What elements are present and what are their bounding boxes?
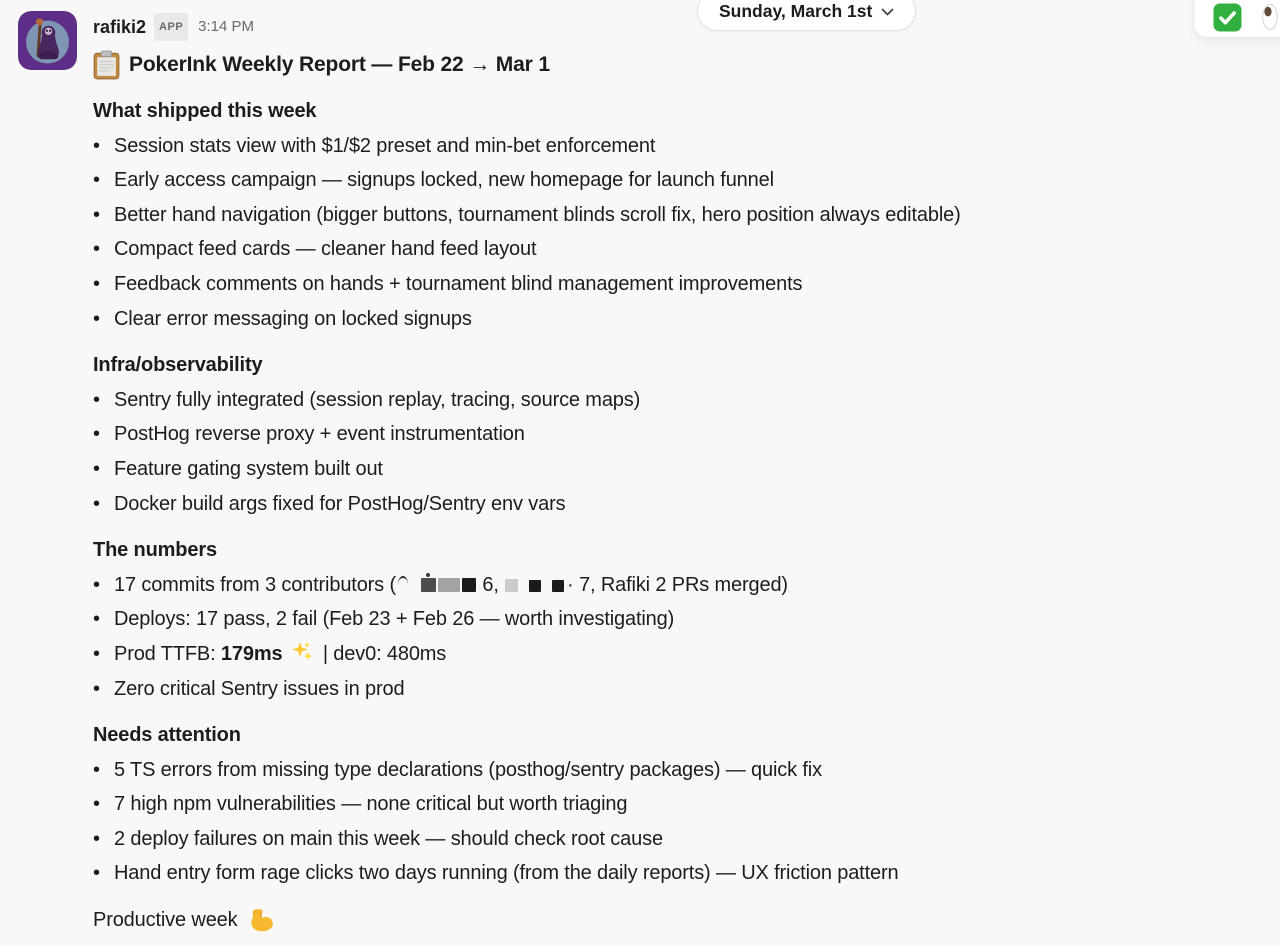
report-section <box>93 94 1253 336</box>
clipboard-icon <box>93 50 120 80</box>
report-section <box>93 718 1253 891</box>
bullet-glyph: • <box>93 307 100 330</box>
bullet-glyph: • <box>93 492 100 515</box>
bullet-glyph: • <box>93 827 100 850</box>
bullet-glyph: • <box>93 457 100 480</box>
bullet-glyph: • <box>93 793 100 816</box>
report-title: PokerInk Weekly Report — Feb 22 → Mar 1 <box>129 53 550 76</box>
bullet-item: • Sentry fully integrated (session replay, tracing, source maps) <box>93 383 1253 418</box>
report-title-line <box>93 47 1253 82</box>
sparkles-icon <box>290 647 314 669</box>
bullet-item: • Zero critical Sentry issues in prod <box>93 672 1253 707</box>
bullet-item: • Deploys: 17 pass, 2 fail (Feb 23 + Feb 26 — worth investigating) <box>93 602 1253 637</box>
bullet-item: • 7 high npm vulnerabilities — none critical but worth triaging <box>93 787 1253 822</box>
section-heading: The numbers <box>93 539 217 562</box>
bullet-item: • Hand entry form rage clicks two days running (from the daily reports) — UX friction pattern <box>93 856 1253 891</box>
flexed-biceps-icon <box>247 907 274 934</box>
avatar[interactable] <box>18 11 77 70</box>
report-section <box>93 348 1253 521</box>
redacted-text <box>438 578 460 592</box>
bullet-glyph: • <box>93 642 100 665</box>
bullet-glyph: • <box>93 423 100 446</box>
report-section <box>93 533 1253 706</box>
bullet-glyph: • <box>93 169 100 192</box>
footer-text: Productive week <box>93 909 238 932</box>
bullet-item: • 5 TS errors from missing type declarations (posthog/sentry packages) — quick fix <box>93 753 1253 788</box>
message-header <box>93 13 1253 41</box>
bullet-item: • Early access campaign — signups locked, new homepage for launch funnel <box>93 163 1253 198</box>
section-heading: Infra/observability <box>93 354 263 377</box>
bullet-glyph: • <box>93 608 100 631</box>
redacted-text <box>462 578 476 592</box>
bullet-item: • Compact feed cards — cleaner hand feed layout <box>93 232 1253 267</box>
redacted-text <box>529 580 541 592</box>
bullet-glyph: • <box>93 238 100 261</box>
footer-line <box>93 903 1253 938</box>
message-sections <box>93 94 1253 891</box>
bullet-item: • 17 commits from 3 contributors ( 6, · 7, Rafiki 2 PRs merged) <box>93 568 1253 603</box>
bullet-item: • PostHog reverse proxy + event instrumentation <box>93 417 1253 452</box>
redacted-text <box>552 580 564 592</box>
bullet-item: • Docker build args fixed for PostHog/Sentry env vars <box>93 487 1253 522</box>
redacted-text <box>421 578 436 592</box>
bullet-glyph: • <box>93 272 100 295</box>
bullet-item: • Prod TTFB: 179ms | dev0: 480ms <box>93 637 1253 672</box>
bullet-glyph: • <box>93 862 100 885</box>
bullet-item: • Feature gating system built out <box>93 452 1253 487</box>
bullet-item: • Better hand navigation (bigger buttons, tournament blinds scroll fix, hero position always editable) <box>93 198 1253 233</box>
bullet-item: • 2 deploy failures on main this week — should check root cause <box>93 822 1253 857</box>
bullet-item: • Clear error messaging on locked signups <box>93 302 1253 337</box>
message-content <box>93 0 1253 938</box>
section-heading: What shipped this week <box>93 100 317 122</box>
bullet-item: • Session stats view with $1/$2 preset and min-bet enforcement <box>93 129 1253 164</box>
bullet-item: • Feedback comments on hands + tournament blind management improvements <box>93 267 1253 302</box>
bullet-glyph: • <box>93 388 100 411</box>
date-pill-label: Sunday, March 1st <box>719 0 873 21</box>
redacted-text <box>505 579 518 592</box>
bullet-glyph: • <box>93 573 100 596</box>
bullet-glyph: • <box>93 203 100 226</box>
bullet-glyph: • <box>93 134 100 157</box>
redacted-dot-mark <box>426 573 430 577</box>
app-badge: APP <box>154 13 188 41</box>
bullet-glyph: • <box>93 677 100 700</box>
timestamp[interactable]: 3:14 PM <box>198 18 255 35</box>
sender-name[interactable]: rafiki2 <box>93 17 147 37</box>
redacted-caret-mark <box>398 576 408 584</box>
bullet-glyph: • <box>93 758 100 781</box>
section-heading: Needs attention <box>93 724 241 747</box>
